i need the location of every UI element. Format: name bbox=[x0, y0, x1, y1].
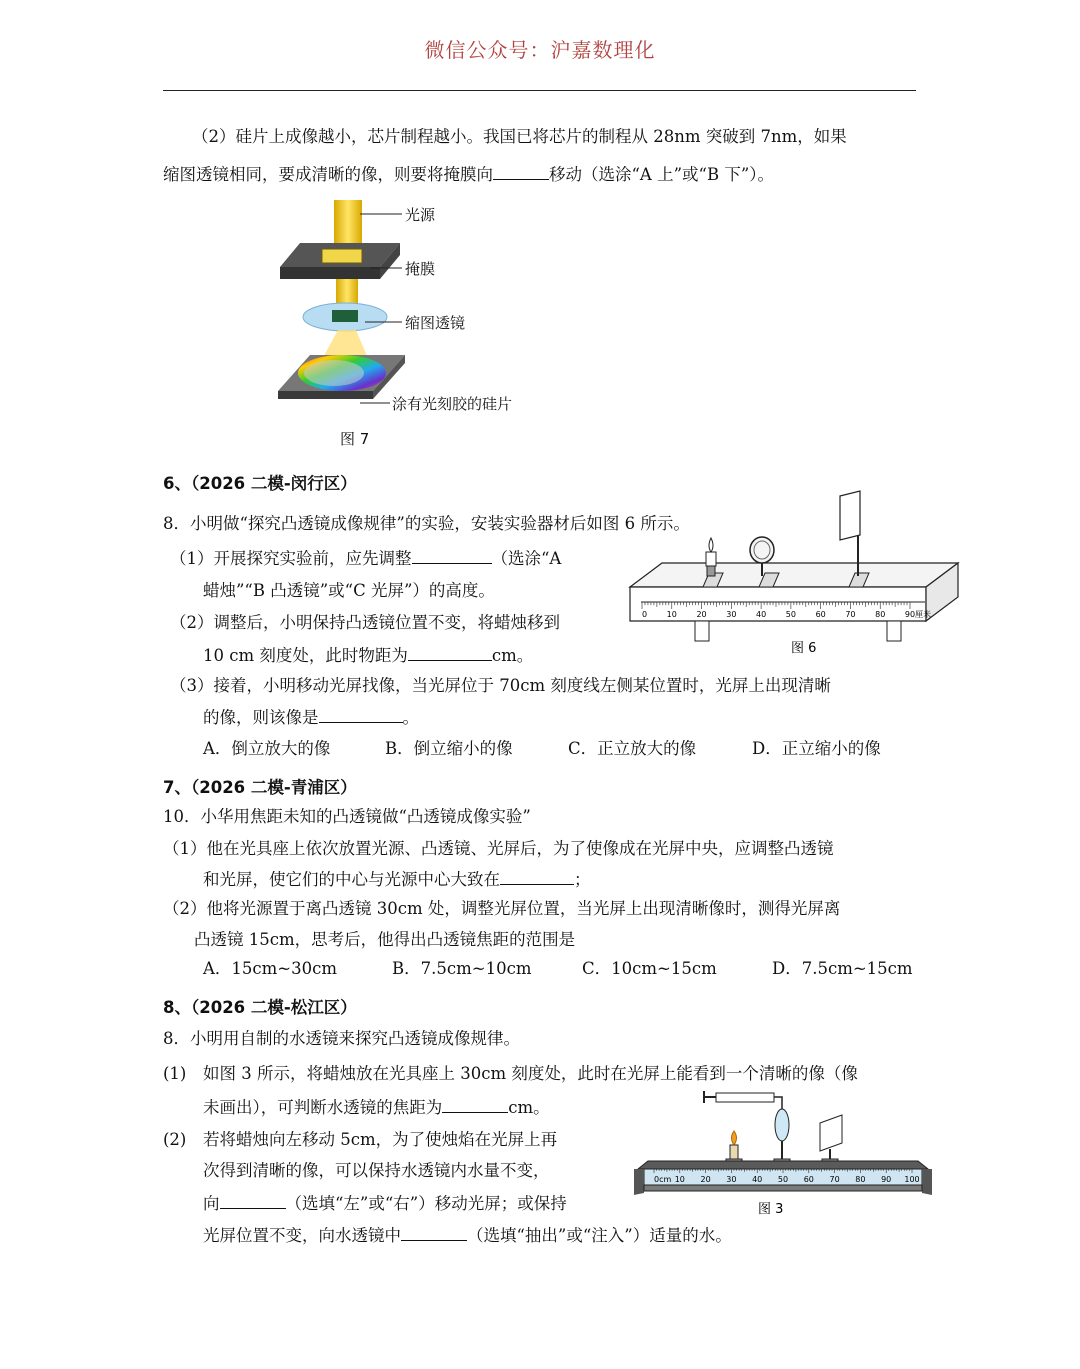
light-screen bbox=[820, 1115, 842, 1151]
s7-option-c[interactable]: C．10cm~15cm bbox=[582, 959, 717, 978]
figure3-tick-label: 70 bbox=[829, 1175, 840, 1184]
label-wafer: 涂有光刻胶的硅片 bbox=[392, 395, 513, 413]
s6-p1-line2: 蜡烛”“B 凸透镜”或“C 光屏”）的高度。 bbox=[203, 581, 495, 600]
figure6-tick-label: 10 bbox=[666, 610, 677, 619]
answer-blank[interactable] bbox=[319, 706, 403, 723]
s7-p2-line1: （2）他将光源置于离凸透镜 30cm 处，调整光屏位置，当光屏上出现清晰像时，测得光屏离 bbox=[163, 899, 841, 918]
section6-heading: 6、（2026 二模-闵行区） bbox=[163, 474, 357, 493]
candle-flame bbox=[709, 538, 713, 552]
answer-blank[interactable] bbox=[442, 1096, 508, 1113]
s8-p2-text-f: （选填“抽出”或“注入”）适量的水。 bbox=[467, 1226, 732, 1245]
label-mask: 掩膜 bbox=[405, 260, 436, 278]
watermark-header: 微信公众号：沪嘉数理化 bbox=[424, 38, 656, 62]
s6-p1-text-a: （1）开展探究实验前，应先调整 bbox=[170, 549, 412, 568]
s8-p1-number: (1) bbox=[163, 1064, 187, 1083]
s6-p2-text-c: cm。 bbox=[491, 646, 534, 665]
s7-p1-line2 bbox=[203, 868, 591, 891]
s7-p1-text-a: 和光屏，使它们的中心与光源中心大致在 bbox=[203, 870, 500, 889]
section7-heading: 7、（2026 二模-青浦区） bbox=[163, 778, 357, 797]
s6-option-d[interactable]: D．正立缩小的像 bbox=[752, 739, 881, 758]
figure6-tick-label: 60 bbox=[815, 610, 826, 619]
s5-q2-line1: （2）硅片上成像越小，芯片制程越小。我国已将芯片的制程从 28nm 突破到 7nm，如果 bbox=[192, 127, 847, 146]
figure3-tick-label: 80 bbox=[855, 1175, 866, 1184]
answer-blank[interactable] bbox=[401, 1224, 467, 1241]
s7-option-b[interactable]: B．7.5cm~10cm bbox=[392, 959, 532, 978]
candle bbox=[706, 552, 716, 566]
label-light-source: 光源 bbox=[405, 206, 436, 224]
s6-p2-line1: （2）调整后，小明保持凸透镜位置不变，将蜡烛移到 bbox=[170, 613, 560, 632]
figure6-tick-label: 40 bbox=[756, 610, 767, 619]
figure6-tick-label: 20 bbox=[696, 610, 707, 619]
light-screen bbox=[840, 491, 860, 540]
water-lens-bench-figure3 bbox=[630, 1085, 940, 1220]
figure3-tick-label: 0cm bbox=[654, 1175, 672, 1184]
s8-p2-number: (2) bbox=[163, 1130, 187, 1149]
figure6-tick-label: 80 bbox=[875, 610, 886, 619]
water-lens bbox=[775, 1109, 789, 1141]
s6-p3-text-a: 的像，则该像是 bbox=[203, 708, 319, 727]
s7-option-a[interactable]: A．15cm~30cm bbox=[203, 959, 338, 978]
header-divider bbox=[163, 90, 916, 91]
s8-p2-line1: 若将蜡烛向左移动 5cm，为了使烛焰在光屏上再 bbox=[203, 1130, 558, 1149]
s7-option-d[interactable]: D．7.5cm~15cm bbox=[772, 959, 913, 978]
candle-flame bbox=[732, 1131, 737, 1145]
answer-blank[interactable] bbox=[500, 868, 574, 885]
syringe bbox=[716, 1093, 774, 1102]
figure6-tick-label: 50 bbox=[785, 610, 796, 619]
ruler-unit: 厘米 bbox=[915, 610, 931, 619]
s8-p1-line1: 如图 3 所示，将蜡烛放在光具座上 30cm 刻度处，此时在光屏上能看到一个清晰的像（像 bbox=[203, 1064, 858, 1083]
s6-p1-line1 bbox=[170, 547, 561, 570]
s8-p2-line3 bbox=[203, 1192, 567, 1215]
s8-p2-line2: 次得到清晰的像，可以保持水透镜内水量不变， bbox=[203, 1161, 550, 1180]
label-reduction-lens: 缩图透镜 bbox=[405, 314, 466, 332]
s5-q2-text-b: 移动（选涂“A 上”或“B 下”）。 bbox=[549, 165, 775, 184]
figure3-caption: 图 3 bbox=[758, 1202, 784, 1217]
figure3-tick-label: 40 bbox=[752, 1175, 763, 1184]
figure7-leaders bbox=[360, 205, 420, 415]
s8-p1-text-a: 未画出），可判断水透镜的焦距为 bbox=[203, 1098, 443, 1117]
answer-blank[interactable] bbox=[412, 547, 492, 564]
s8-p2-text-c: 向 bbox=[203, 1194, 220, 1213]
s5-q2-text-a: 缩图透镜相同，要成清晰的像，则要将掩膜向 bbox=[163, 165, 493, 184]
figure3-tick-label: 90 bbox=[881, 1175, 892, 1184]
answer-blank[interactable] bbox=[408, 644, 492, 661]
answer-blank[interactable] bbox=[493, 163, 549, 180]
figure3-tick-label: 100 bbox=[904, 1175, 920, 1184]
figure3-tick-label: 50 bbox=[777, 1175, 789, 1184]
figure6-tick-label: 90 bbox=[904, 610, 916, 619]
s6-p1-text-b: （选涂“A bbox=[491, 549, 562, 568]
optical-bench-figure6 bbox=[625, 490, 965, 660]
s6-p3-text-c: 。 bbox=[402, 708, 419, 727]
s6-option-a[interactable]: A．倒立放大的像 bbox=[203, 739, 331, 758]
figure3-tick-label: 30 bbox=[726, 1175, 737, 1184]
s6-p3-line1: （3）接着，小明移动光屏找像，当光屏位于 70cm 刻度线左侧某位置时，光屏上出现清晰 bbox=[170, 676, 831, 695]
figure6-tick-label: 30 bbox=[726, 610, 737, 619]
figure3-tick-label: 10 bbox=[674, 1175, 685, 1184]
s6-option-c[interactable]: C．正立放大的像 bbox=[568, 739, 697, 758]
figure6-tick-label: 70 bbox=[845, 610, 856, 619]
s7-p1-line1: （1）他在光具座上依次放置光源、凸透镜、光屏后，为了使像成在光屏中央，应调整凸透镜 bbox=[163, 839, 834, 858]
answer-blank[interactable] bbox=[220, 1192, 286, 1209]
s6-q8-stem: 8．小明做“探究凸透镜成像规律”的实验，安装实验器材后如图 6 所示。 bbox=[163, 514, 690, 533]
s7-p1-text-c: ； bbox=[574, 870, 591, 889]
s6-p3-line2 bbox=[203, 706, 419, 729]
s8-p2-text-e: 光屏位置不变，向水透镜中 bbox=[203, 1226, 401, 1245]
figure6-tick-label: 0 bbox=[642, 610, 648, 619]
s7-p2-line2: 凸透镜 15cm，思考后，他得出凸透镜焦距的范围是 bbox=[194, 930, 576, 949]
s8-q8-stem: 8．小明用自制的水透镜来探究凸透镜成像规律。 bbox=[163, 1029, 520, 1048]
s8-p2-line4 bbox=[203, 1224, 732, 1247]
section8-heading: 8、（2026 二模-松江区） bbox=[163, 998, 357, 1017]
s8-p1-line2 bbox=[203, 1096, 550, 1119]
figure3-tick-label: 60 bbox=[803, 1175, 814, 1184]
figure7-caption: 图 7 bbox=[340, 430, 370, 448]
s7-q10-stem: 10．小华用焦距未知的凸透镜做“凸透镜成像实验” bbox=[163, 807, 531, 826]
figure3-tick-label: 20 bbox=[700, 1175, 711, 1184]
s8-p2-text-d: （选填“左”或“右”）移动光屏；或保持 bbox=[285, 1194, 567, 1213]
s8-p1-text-c: cm。 bbox=[508, 1098, 550, 1117]
s6-p2-line2 bbox=[203, 644, 533, 667]
s5-q2-line2 bbox=[163, 163, 774, 186]
s6-p2-text-a: 10 cm 刻度处，此时物距为 bbox=[203, 646, 408, 665]
light-beam-top bbox=[334, 200, 362, 250]
figure6-caption: 图 6 bbox=[791, 641, 817, 656]
s6-option-b[interactable]: B．倒立缩小的像 bbox=[385, 739, 513, 758]
